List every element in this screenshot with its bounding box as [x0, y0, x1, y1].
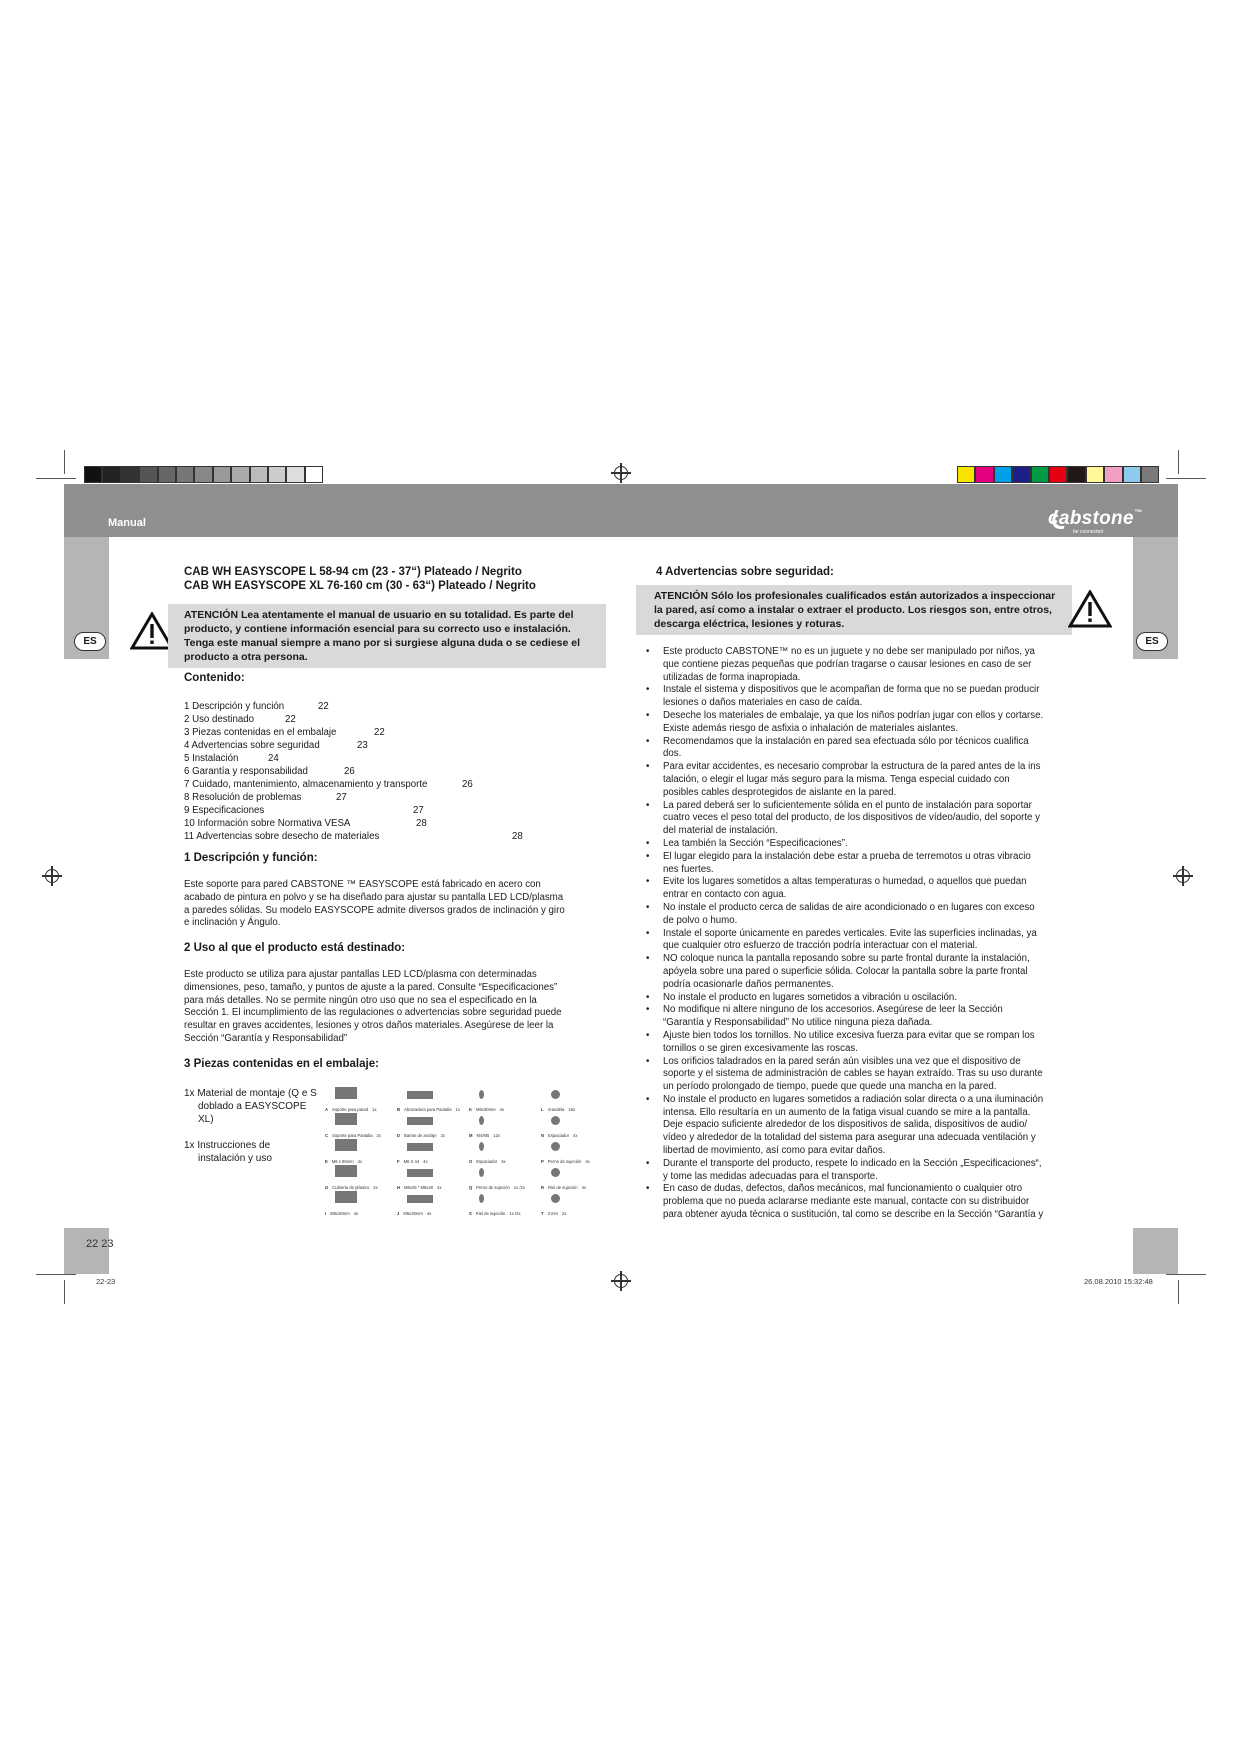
part-illustration-icon	[335, 1087, 357, 1099]
part-illustration-icon	[335, 1191, 357, 1203]
safety-warning-item: • Recomendamos que la instalación en pared sea efectuada sólo por técnicos cualifica dos.	[646, 736, 1076, 762]
color-swatch	[1141, 466, 1159, 483]
part-item: Q Perno de sujeción 1x /2x	[469, 1163, 539, 1193]
part-illustration-icon	[479, 1142, 484, 1151]
part-item: E M6 x 65mm 4x	[325, 1137, 395, 1167]
crop-mark	[1178, 450, 1179, 474]
gray-swatch	[286, 466, 304, 483]
part-item: O Espaciador 4x	[469, 1137, 539, 1167]
color-swatch	[1031, 466, 1049, 483]
color-swatch	[1123, 466, 1141, 483]
brand-tagline: be connected	[1073, 529, 1104, 535]
part-illustration-icon	[407, 1195, 433, 1203]
gray-swatch	[84, 466, 102, 483]
registration-mark-icon	[1176, 869, 1190, 883]
color-swatch	[975, 466, 993, 483]
gray-swatch	[121, 466, 139, 483]
safety-warnings-list	[646, 646, 1076, 1222]
gray-swatch	[213, 466, 231, 483]
language-badge-left: ES	[74, 632, 106, 651]
part-illustration-icon	[407, 1091, 433, 1099]
part-illustration-icon	[407, 1169, 433, 1177]
gray-swatch	[139, 466, 157, 483]
part-illustration-icon	[551, 1194, 560, 1203]
part-illustration-icon	[335, 1139, 357, 1151]
crop-mark	[36, 1274, 76, 1275]
color-swatch	[994, 466, 1012, 483]
registration-mark-icon	[614, 466, 628, 480]
part-illustration-icon	[551, 1090, 560, 1099]
part-item: K M6x30mm 4x	[469, 1085, 539, 1115]
part-illustration-icon	[407, 1143, 433, 1151]
attention-line: producto a otra persona.	[184, 651, 308, 663]
part-item: G Cubierta de plástico 4x	[325, 1163, 395, 1193]
crop-mark	[1166, 478, 1206, 479]
part-item: A Soporte para pared 1x	[325, 1085, 395, 1115]
part-item: L Arandela 16x	[541, 1085, 611, 1115]
color-swatch	[1067, 466, 1085, 483]
part-item: T 3 mm 2x	[541, 1189, 611, 1219]
part-illustration-icon	[335, 1165, 357, 1177]
part-item: N Espaciador 4x	[541, 1111, 611, 1141]
parts-diagram	[325, 1085, 610, 1215]
gray-swatch	[250, 466, 268, 483]
gray-swatch	[231, 466, 249, 483]
part-item: C Soporte para Pantalla 2x	[325, 1111, 395, 1141]
safety-warning-item: • Lea también la Sección “Especificaciones”.	[646, 838, 1076, 851]
section-2-heading: 2 Uso al que el producto está destinado:	[184, 942, 406, 954]
part-illustration-icon	[479, 1194, 484, 1203]
package-contents-list: 1x Material de montaje (Q e S doblado a EASYSCOPE XL) 1x Instrucciones de instalación y uso	[184, 1088, 317, 1164]
product-title-l: CAB WH EASYSCOPE L 58-94 cm (23 - 37“) Plateado / Negrito	[184, 566, 522, 578]
page-numbers: 22 23	[86, 1238, 114, 1250]
crop-mark	[1178, 1280, 1179, 1304]
part-item: I M8x30mm 4x	[325, 1189, 395, 1219]
part-illustration-icon	[479, 1116, 484, 1125]
gray-swatch	[194, 466, 212, 483]
color-swatch	[1012, 466, 1030, 483]
attention-line: ATENCIÓN Sólo los profesionales cualificados están autorizados a inspeccionar	[654, 590, 1056, 602]
attention-line: la pared, así como a instalar o extraer el producto. Los riesgos son, entre otros,	[654, 604, 1052, 616]
registration-mark-icon	[614, 1274, 628, 1288]
attention-line: Tenga este manual siempre a mano por si surgiese alguna duda o se cediese el	[184, 637, 581, 649]
section-2-text: Este producto se utiliza para ajustar pantallas LED LCD/plasma con determinadas dimensiones, peso, tamaño, y puntos de ajuste a la pared. Consulte “Especificaciones” para más detalles. No se permite ningún otro uso que no sea el especificado en la Sección 1. El incumplimiento de las regulaciones o advertencias sobre seguridad puede resultar en graves accidentes, lesiones y otros daños materiales. Asegúrese de leer la Sección “Garantía y Responsabilidad”	[184, 969, 562, 1044]
safety-warning-item: • Instale el soporte únicamente en paredes verticales. Evite las superficies inclinadas, ya que cualquier otro esfuerzo de tracción podría interactuar con el material.	[646, 928, 1076, 954]
part-illustration-icon	[479, 1090, 484, 1099]
safety-warning-item: • En caso de dudas, defectos, daños mecánicos, mal funcionamiento o cualquier otro problema que no pueda aclararse mediante este manual, contacte con su distribuidor para obtener ayuda técnica o sustitución, tal como se describe en la Sección “Garantía y	[646, 1183, 1076, 1221]
safety-warning-item: • Para evitar accidentes, es necesario comprobar la estructura de la pared antes de la ins talación, o elegir el lugar más seguro para la misma. Tenga especial cuidado con posibles cables desprotegidos de aislante en la pared.	[646, 761, 1076, 799]
part-item: P Perno de sujeción 4x	[541, 1137, 611, 1167]
color-swatch	[1049, 466, 1067, 483]
crop-mark	[36, 478, 76, 479]
product-title-xl: CAB WH EASYSCOPE XL 76-160 cm (30 - 63“) Plateado / Negrito	[184, 580, 536, 592]
crop-mark	[64, 1280, 65, 1304]
safety-warning-item: • No instale el producto en lugares sometidos a vibración u oscilación.	[646, 992, 1076, 1005]
safety-warning-item: • Instale el sistema y dispositivos que le acompañan de forma que no se puedan producir lesiones o daños materiales en caso de caída.	[646, 684, 1076, 710]
warning-triangle-icon	[1068, 590, 1112, 628]
header-label: Manual	[108, 517, 146, 529]
part-item: J M5x30mm 4x	[397, 1189, 467, 1219]
language-badge-right: ES	[1136, 632, 1168, 651]
safety-warning-item: • El lugar elegido para la instalación debe estar a prueba de terremotos u otras vibracio nes fuertes.	[646, 851, 1076, 877]
part-item: R Riel de sujeción 4x	[541, 1163, 611, 1193]
safety-warning-item: • No modifique ni altere ninguno de los accesorios. Asegúrese de leer la Sección “Garantía y Responsabilidad” No utilice ninguna pieza dañada.	[646, 1004, 1076, 1030]
attention-line: producto, y contiene información esencial para su correcto uso e instalación.	[184, 623, 571, 635]
color-swatch	[1104, 466, 1122, 483]
gray-swatch	[102, 466, 120, 483]
slug-right: 26.08.2010 15:32:48	[1084, 1277, 1153, 1286]
gray-swatch	[176, 466, 194, 483]
part-item: S Riel de sujeción 1x /2x	[469, 1189, 539, 1219]
gray-swatch	[305, 466, 323, 483]
gray-swatch	[268, 466, 286, 483]
part-illustration-icon	[479, 1168, 484, 1177]
color-swatch	[1086, 466, 1104, 483]
part-illustration-icon	[551, 1116, 560, 1125]
safety-warning-item: • Este producto CABSTONE™ no es un juguete y no debe ser manipulado por niños, ya que contiene piezas pequeñas que podrían tragarse o causar lesiones en caso de ser utilizadas de forma inapropiada.	[646, 646, 1076, 684]
safety-warning-item: • Los orificios taladrados en la pared serán aún visibles una vez que el dispositivo de soporte y el sistema de administración de cables se hayan extraído. Tras su uso durante un período prolongado de tiempo, puede que quede una mancha en la pared.	[646, 1056, 1076, 1094]
safety-warning-item: • No instale el producto en lugares sometidos a radiación solar directa o a una iluminación intensa. Ello resultaría en un aumento de la fatiga visual cuando se mire a la pantalla. Deje espacio suficiente alrededor de los dispositivos de salida, dispositivos de audio/ vídeo y alrededor de la totalidad del sistema para asegurar una adecuada ventilación y libertad de movimiento, así como para evitar daños.	[646, 1094, 1076, 1158]
brand-logo: cabstone™	[1048, 508, 1143, 529]
attention-line: ATENCIÓN Lea atentamente el manual de usuario en su totalidad. Es parte del	[184, 609, 574, 621]
safety-warning-item: • Durante el transporte del producto, respete lo indicado en la Sección „Especificaciones“, y tome las medidas adecuadas para el transporte.	[646, 1158, 1076, 1184]
registration-mark-icon	[45, 869, 59, 883]
attention-box-right	[636, 585, 1072, 635]
part-illustration-icon	[551, 1142, 560, 1151]
toc-heading: Contenido:	[184, 672, 245, 684]
safety-warning-item: • Deseche los materiales de embalaje, ya que los niños podrían jugar con ellos y cortarse. Existe además riesgo de asfixia o inhalación de materiales aislantes.	[646, 710, 1076, 736]
left-bottom-bar	[64, 1228, 109, 1274]
part-illustration-icon	[335, 1113, 357, 1125]
part-item: H M8x25 * M8x40 4x	[397, 1163, 467, 1193]
part-item: B Abrazadera para Pantalla 1x	[397, 1085, 467, 1115]
section-1-heading: 1 Descripción y función:	[184, 852, 318, 864]
gray-swatch	[158, 466, 176, 483]
part-item: M M4/M5 12x	[469, 1111, 539, 1141]
safety-warning-item: • Ajuste bien todos los tornillos. No utilice excesiva fuerza para evitar que se rompan los tornillos o se giren excesivamente las roscas.	[646, 1030, 1076, 1056]
section-3-heading: 3 Piezas contenidas en el embalaje:	[184, 1058, 379, 1070]
crop-mark	[1166, 1274, 1206, 1275]
right-bottom-bar	[1133, 1228, 1178, 1274]
color-swatch	[957, 466, 975, 483]
part-illustration-icon	[407, 1117, 433, 1125]
attention-box-left	[168, 604, 606, 668]
slug-left: 22-23	[96, 1277, 116, 1286]
part-item: F M6 X 44 4x	[397, 1137, 467, 1167]
part-illustration-icon	[551, 1168, 560, 1177]
section-4-heading: 4 Advertencias sobre seguridad:	[656, 566, 834, 578]
safety-warning-item: • Evite los lugares sometidos a altas temperaturas o humedad, o aquellos que puedan entrar en contacto con agua.	[646, 876, 1076, 902]
safety-warning-item: • La pared deberá ser lo suficientemente sólida en el punto de instalación para soportar cuatro veces el peso total del producto, de los dispositivos de vídeo/audio, del soporte y del material de instalación.	[646, 800, 1076, 838]
safety-warning-item: • NO coloque nunca la pantalla reposando sobre su parte frontal durante la instalación, apóyela sobre una pared o superficie sólida. Colocar la pantalla sobre la parte frontal podría ocasionarle daños permanentes.	[646, 953, 1076, 991]
safety-warning-item: • No instale el producto cerca de salidas de aire acondicionado o en lugares con exceso de polvo o humo.	[646, 902, 1076, 928]
header-band	[64, 484, 1178, 537]
attention-line: descarga eléctrica, lesiones y roturas.	[654, 618, 845, 630]
section-1-text: Este soporte para pared CABSTONE ™ EASYSCOPE está fabricado en acero con acabado de pintura en polvo y se ha diseñado para ajustar su pantalla LED LCD/plasma a paredes sólidas. Su modelo EASYSCOPE admite diversos grados de inclinación y giro e inclinación y Ángulo.	[184, 879, 565, 929]
crop-mark	[64, 450, 65, 474]
part-item: D Barras de anclaje 2x	[397, 1111, 467, 1141]
